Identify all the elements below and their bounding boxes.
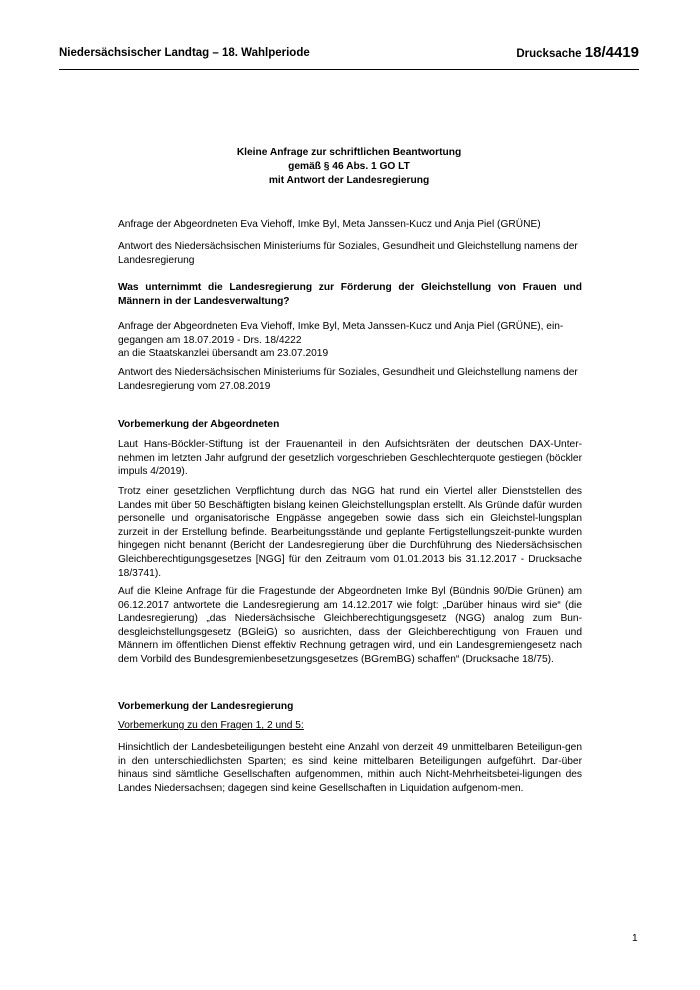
document-label: Drucksache xyxy=(516,48,585,60)
page-number: 1 xyxy=(632,933,638,944)
anfrage-line-2: gegangen am 18.07.2019 - Drs. 18/4222 xyxy=(118,334,302,346)
title-line-2: gemäß § 46 Abs. 1 GO LT xyxy=(288,161,410,172)
document-title xyxy=(59,146,639,188)
intro-anfrage: Anfrage der Abgeordneten Eva Viehoff, Imke Byl, Meta Janssen-Kucz und Anja Piel (GRÜNE) xyxy=(118,219,541,230)
section-heading-abgeordneten: Vorbemerkung der Abgeordneten xyxy=(118,419,280,430)
paragraph: Laut Hans-Böckler-Stiftung ist der Frauenanteil in den Aufsichtsräten der deutschen DAX-Unter-nehmen im letzten Jahr aufgrund der gesetzlich vorgeschrieben Geschlechterquote gestiegen (böckler impuls 4/2019). xyxy=(118,439,582,478)
document-number-block xyxy=(516,44,639,61)
page-header xyxy=(59,44,639,64)
intro-antwort: Antwort des Niedersächsischen Ministeriums für Soziales, Gesundheit und Gleichstellung namens der Landesregierung xyxy=(118,241,578,266)
title-line-1: Kleine Anfrage zur schriftlichen Beantwortung xyxy=(236,147,462,158)
paragraph: Hinsichtlich der Landesbeteiligungen besteht eine Anzahl von derzeit 49 unmittelbaren Beteiligun-gen in den unterschiedlichsten Sparten; es sind keine mittelbaren Beteiligungen aufgeführt. Dar-über hinaus sind sämtliche Gesellschaften aufgenommen, mithin auch Nicht-Mehrheitsbetei-ligungen des Landes Niedersachsen; dagegen sind keine Gesellschaften in Liquidation aufgenom-men. xyxy=(118,742,582,794)
title-line-3: mit Antwort der Landesregierung xyxy=(268,175,430,186)
section-heading-landesregierung: Vorbemerkung der Landesregierung xyxy=(118,701,294,712)
subheading-fragen: Vorbemerkung zu den Fragen 1, 2 und 5: xyxy=(118,720,304,731)
anfrage-line-1: Anfrage der Abgeordneten Eva Viehoff, Imke Byl, Meta Janssen-Kucz und Anja Piel (GRÜNE), ein- xyxy=(118,321,564,332)
anfrage-line-3: an die Staatskanzlei übersandt am 23.07.2019 xyxy=(118,348,329,360)
submission-dates xyxy=(118,320,582,361)
document-number: 18/4419 xyxy=(584,44,639,61)
question-title: Was unternimmt die Landesregierung zur Förderung der Gleichstellung von Frauen und Männern in der Landesverwaltung? xyxy=(118,282,582,307)
parliament-name: Niedersächsischer Landtag – 18. Wahlperiode xyxy=(59,47,310,59)
paragraph: Auf die Kleine Anfrage für die Fragestunde der Abgeordneten Imke Byl (Bündnis 90/Die Grünen) am 06.12.2017 antwortete die Landesregierung am 14.12.2017 wie folgt: „Darüber hinaus wird sie“ (die Landesregierung) „das Niedersächsische Gleichberechtigungsgesetz (NGG) analog zum Bun-desgleichstellungsgesetz (BGleiG) so ausrichten, dass der Gleichberechtigung von Frauen und Männern im öffentlichen Dienst effektiv Rechnung getragen wird, und ein Landesgremiengesetz nach dem Vorbild des Bundesgremienbesetzungsgesetzes (BGremBG) schaffen“ (Drucksache 18/75). xyxy=(118,586,582,665)
answer-dates: Antwort des Niedersächsischen Ministeriums für Soziales, Gesundheit und Gleichstellung namens der Landesregierung vom 27.08.2019 xyxy=(118,367,578,392)
header-divider xyxy=(59,69,639,70)
paragraph: Trotz einer gesetzlichen Verpflichtung durch das NGG hat rund ein Viertel aller Dienststellen des Landes mit über 50 Beschäftigten bislang keinen Gleichstellungsplan erstellt. Als Gründe dafür wurden personelle und organisatorische Engpässe angegeben sowie dass sich ein Gleichstel-lungsplan zurzeit in der Erstellung befinde. Bearbeitungsstände und geplante Fertigstellungszeit-punkte wurden hingegen nicht benannt (Bericht der Landesregierung über die Durchführung des Niedersächsischen Gleichberechtigungsgesetzes [NGG] für den Zeitraum vom 01.01.2013 bis 31.12.2017 - Drucksache 18/3741). xyxy=(118,486,582,579)
